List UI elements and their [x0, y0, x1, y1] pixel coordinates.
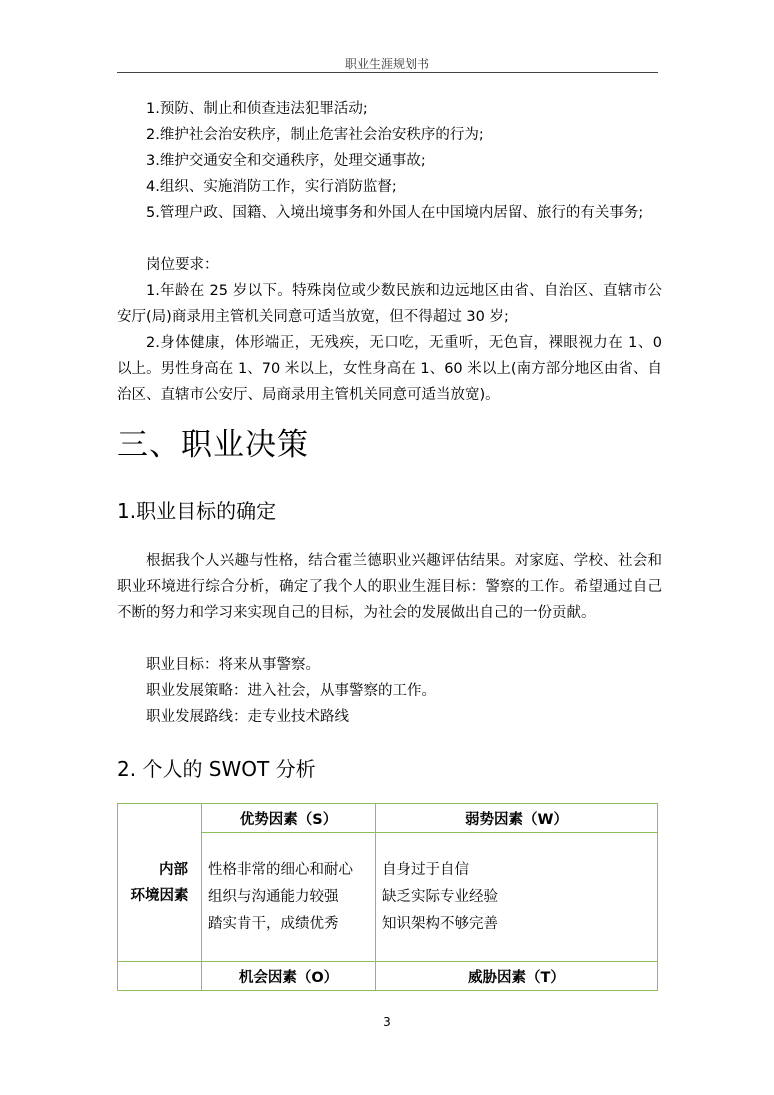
subsection-heading: 2. 个人的 SWOT 分析: [117, 757, 316, 781]
strengths-cell: [202, 833, 376, 962]
weaknesses-cell: [376, 833, 658, 962]
requirement-item: 1.年龄在 25 岁以下。特殊岗位或少数民族和边远地区由省、自治区、直辖市公安厅(局)商录用主管机关同意可适当放宽，但不得超过 30 岁;: [117, 283, 662, 325]
duty-item: 4.组织、实施消防工作，实行消防监督;: [146, 179, 397, 195]
career-goal: 职业目标：将来从事警察。: [146, 657, 320, 673]
header-title: 职业生涯规划书: [344, 57, 429, 71]
opportunities-header: 机会因素（O）: [202, 962, 376, 991]
header-divider: [117, 72, 658, 73]
weakness-item: 缺乏实际专业经验: [382, 888, 498, 905]
career-strategy: 职业发展策略：进入社会，从事警察的工作。: [146, 683, 436, 699]
duty-item: 5.管理户政、国籍、入境出境事务和外国人在中国境内居留、旅行的有关事务;: [146, 205, 644, 221]
career-route: 职业发展路线：走专业技术路线: [146, 709, 349, 725]
empty-cell: [118, 962, 202, 991]
goal-paragraph: 根据我个人兴趣与性格，结合霍兰德职业兴趣评估结果。对家庭、学校、社会和职业环境进行综合分析，确定了我个人的职业生涯目标：警察的工作。希望通过自己不断的努力和学习来实现自己的目标，为社会的发展做出自己的一份贡献。: [117, 553, 662, 621]
requirements-label: 岗位要求：: [146, 257, 219, 273]
strength-item: 性格非常的细心和耐心: [208, 861, 353, 878]
duty-item: 3.维护交通安全和交通秩序，处理交通事故;: [146, 153, 426, 169]
internal-factors-cell: [118, 804, 202, 962]
page-number: 3: [383, 1015, 391, 1029]
weaknesses-header: 弱势因素（W）: [376, 804, 658, 833]
requirement-item: 2.身体健康，体形端正，无残疾，无口吃，无重听，无色盲，裸眼视力在 1、0 以上。男性身高在 1、70 米以上，女性身高在 1、60 米以上(南方部分地区由省、自治区、直辖市公安厅、局商录用主管机关同意可适当放宽)。: [117, 335, 662, 403]
strengths-header: 优势因素（S）: [202, 804, 376, 833]
strength-item: 踏实肯干，成绩优秀: [208, 915, 339, 932]
swot-table: [117, 803, 658, 991]
weakness-item: 自身过于自信: [382, 861, 469, 878]
threats-header: 威胁因素（T）: [376, 962, 658, 991]
section-heading: 三、职业决策: [117, 427, 309, 463]
internal-label-1: 内部: [159, 861, 188, 878]
strength-item: 组织与沟通能力较强: [208, 888, 339, 905]
duty-item: 1.预防、制止和侦查违法犯罪活动;: [146, 101, 368, 117]
duty-item: 2.维护社会治安秩序，制止危害社会治安秩序的行为;: [146, 127, 484, 143]
subsection-heading: 1.职业目标的确定: [117, 499, 277, 523]
internal-label-2: 环境因素: [130, 887, 189, 904]
weakness-item: 知识架构不够完善: [382, 915, 498, 932]
